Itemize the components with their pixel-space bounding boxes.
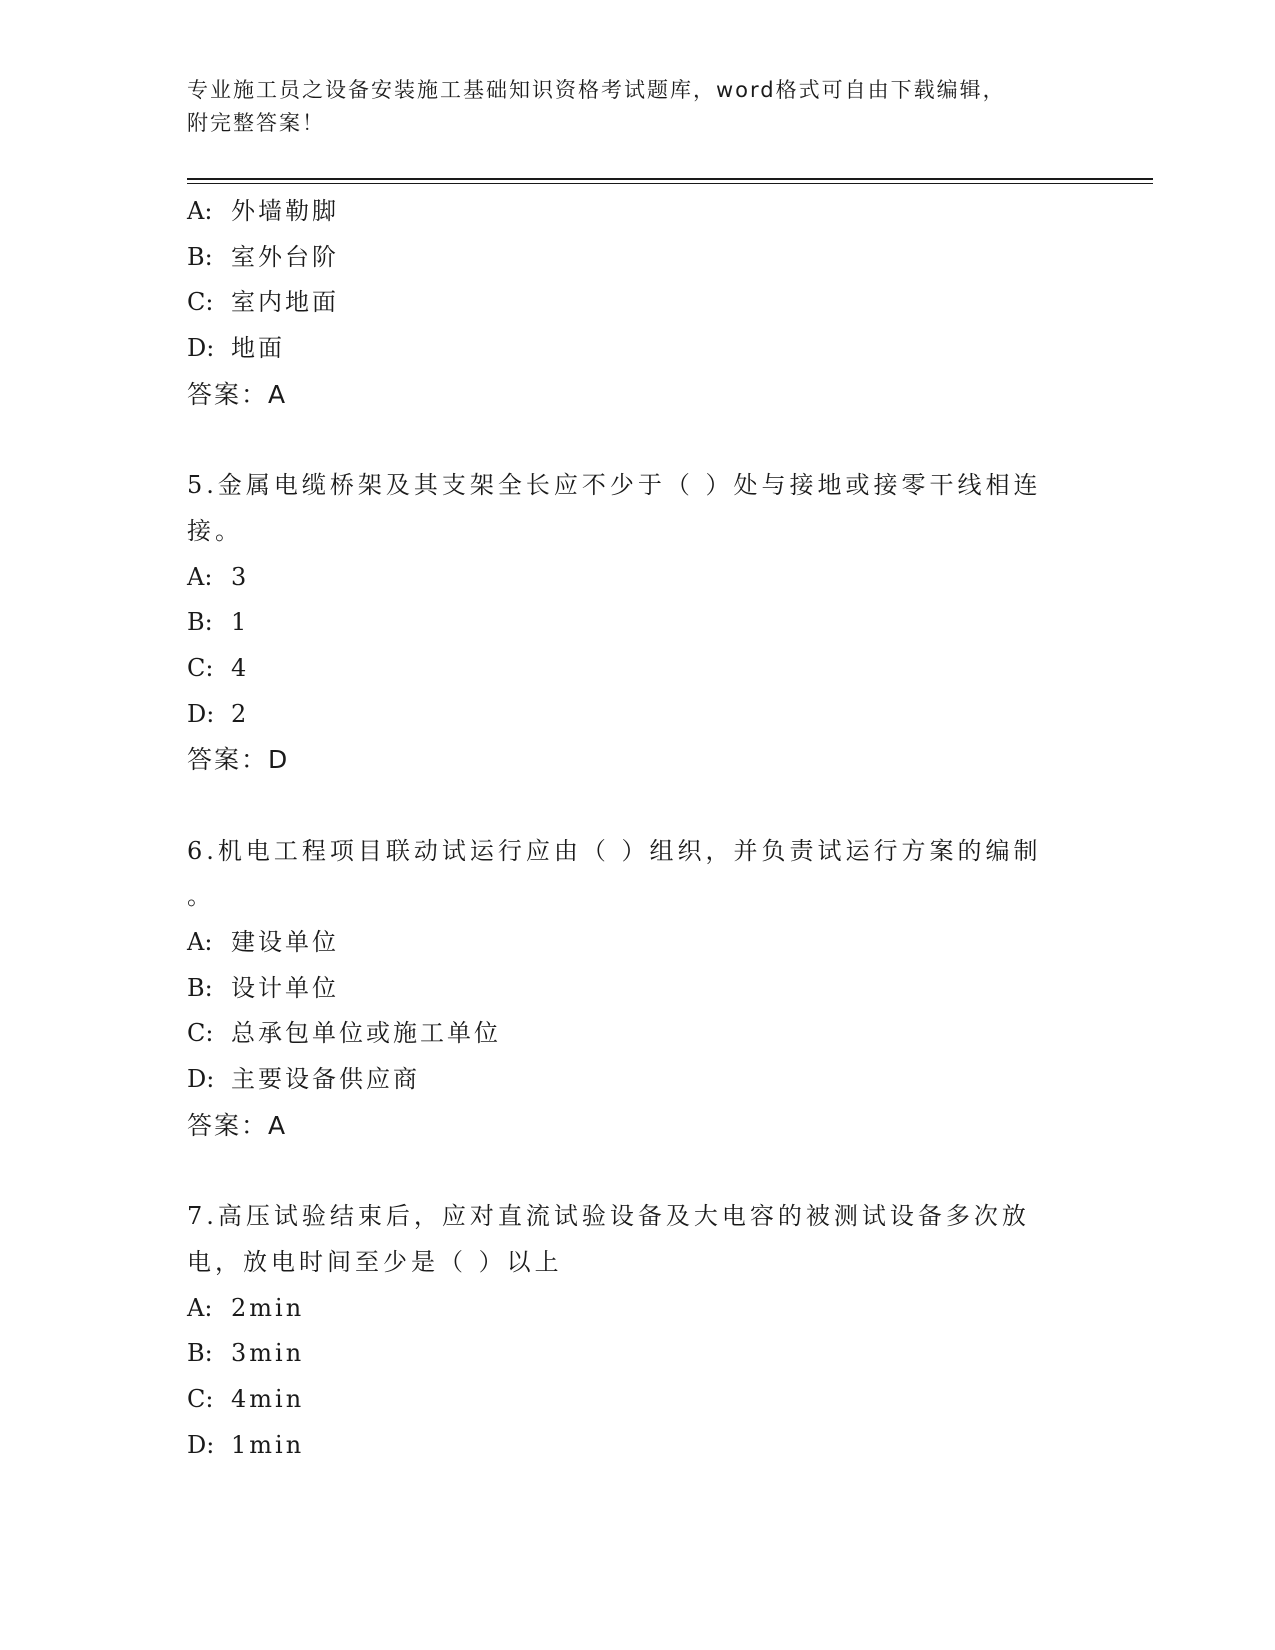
option-letter: C: [187,1019,214,1048]
option-b [187,966,1087,1012]
question-stem-line-1: 6.机电工程项目联动试运行应由（ ）组织，并负责试运行方案的编制 [187,836,1042,865]
answer: 答案：A [187,379,288,409]
option-letter: B: [187,242,213,271]
option-a [187,1286,1087,1332]
option-letter: A: [187,562,213,591]
option-a [187,189,1087,235]
question-stem-line-2: 接。 [187,516,243,545]
option-b [187,235,1087,281]
option-text: 室外台阶 [231,242,339,271]
question-5 [187,463,1087,783]
header-line-2: 附完整答案！ [187,111,325,135]
option-text: 室内地面 [231,288,339,317]
option-text: 2 [231,699,250,728]
option-d [187,326,1087,372]
document-header [187,74,1087,140]
question-stem [187,463,1067,554]
option-text: 3 [231,562,250,591]
option-letter: A: [187,1293,213,1322]
option-a [187,920,1087,966]
option-c [187,1377,1087,1423]
header-rule-thin [187,183,1153,184]
option-c [187,646,1087,692]
option-text: 主要设备供应商 [231,1065,420,1094]
header-line-1: 专业施工员之设备安装施工基础知识资格考试题库，word格式可自由下载编辑， [187,78,1006,102]
option-text: 1min [231,1430,305,1459]
option-d [187,1423,1087,1469]
question-stem-line-2: 。 [187,882,215,911]
option-letter: B: [187,608,213,637]
option-letter: A: [187,928,213,957]
option-text: 地面 [231,334,285,363]
header-rule-thick [187,178,1153,180]
option-letter: C: [187,653,214,682]
option-text: 外墙勒脚 [231,197,339,225]
option-text: 总承包单位或施工单位 [231,1019,501,1048]
option-text: 4 [231,653,250,682]
option-text: 设计单位 [231,973,339,1002]
option-letter: C: [187,1384,214,1413]
option-d [187,692,1087,738]
option-b [187,600,1087,646]
option-letter: D: [187,1065,215,1094]
question-stem-line-1: 7.高压试验结束后，应对直流试验设备及大电容的被测试设备多次放 [187,1202,1030,1231]
question-7 [187,1194,1087,1468]
question-stem [187,1194,1067,1285]
answer: 答案：D [187,745,290,775]
question-4 [187,189,1087,417]
option-b [187,1331,1087,1377]
option-d [187,1057,1087,1103]
question-list [187,189,1087,1468]
option-c [187,1011,1087,1057]
question-stem [187,829,1067,920]
answer: 答案：A [187,1110,288,1140]
option-text: 2min [231,1293,305,1322]
option-letter: D: [187,1430,215,1459]
question-6 [187,829,1087,1149]
option-letter: C: [187,288,214,317]
option-c [187,280,1087,326]
option-a [187,555,1087,601]
option-letter: D: [187,334,215,363]
option-text: 3min [231,1339,305,1368]
question-stem-line-1: 5.金属电缆桥架及其支架全长应不少于（ ）处与接地或接零干线相连 [187,471,1042,500]
option-letter: B: [187,1339,213,1368]
option-text: 4min [231,1384,305,1413]
option-text: 建设单位 [231,928,339,957]
option-letter: D: [187,699,215,728]
option-letter: B: [187,973,213,1002]
question-stem-line-2: 电，放电时间至少是（ ）以上 [187,1247,563,1276]
option-text: 1 [231,608,250,637]
option-letter: A: [187,197,213,225]
